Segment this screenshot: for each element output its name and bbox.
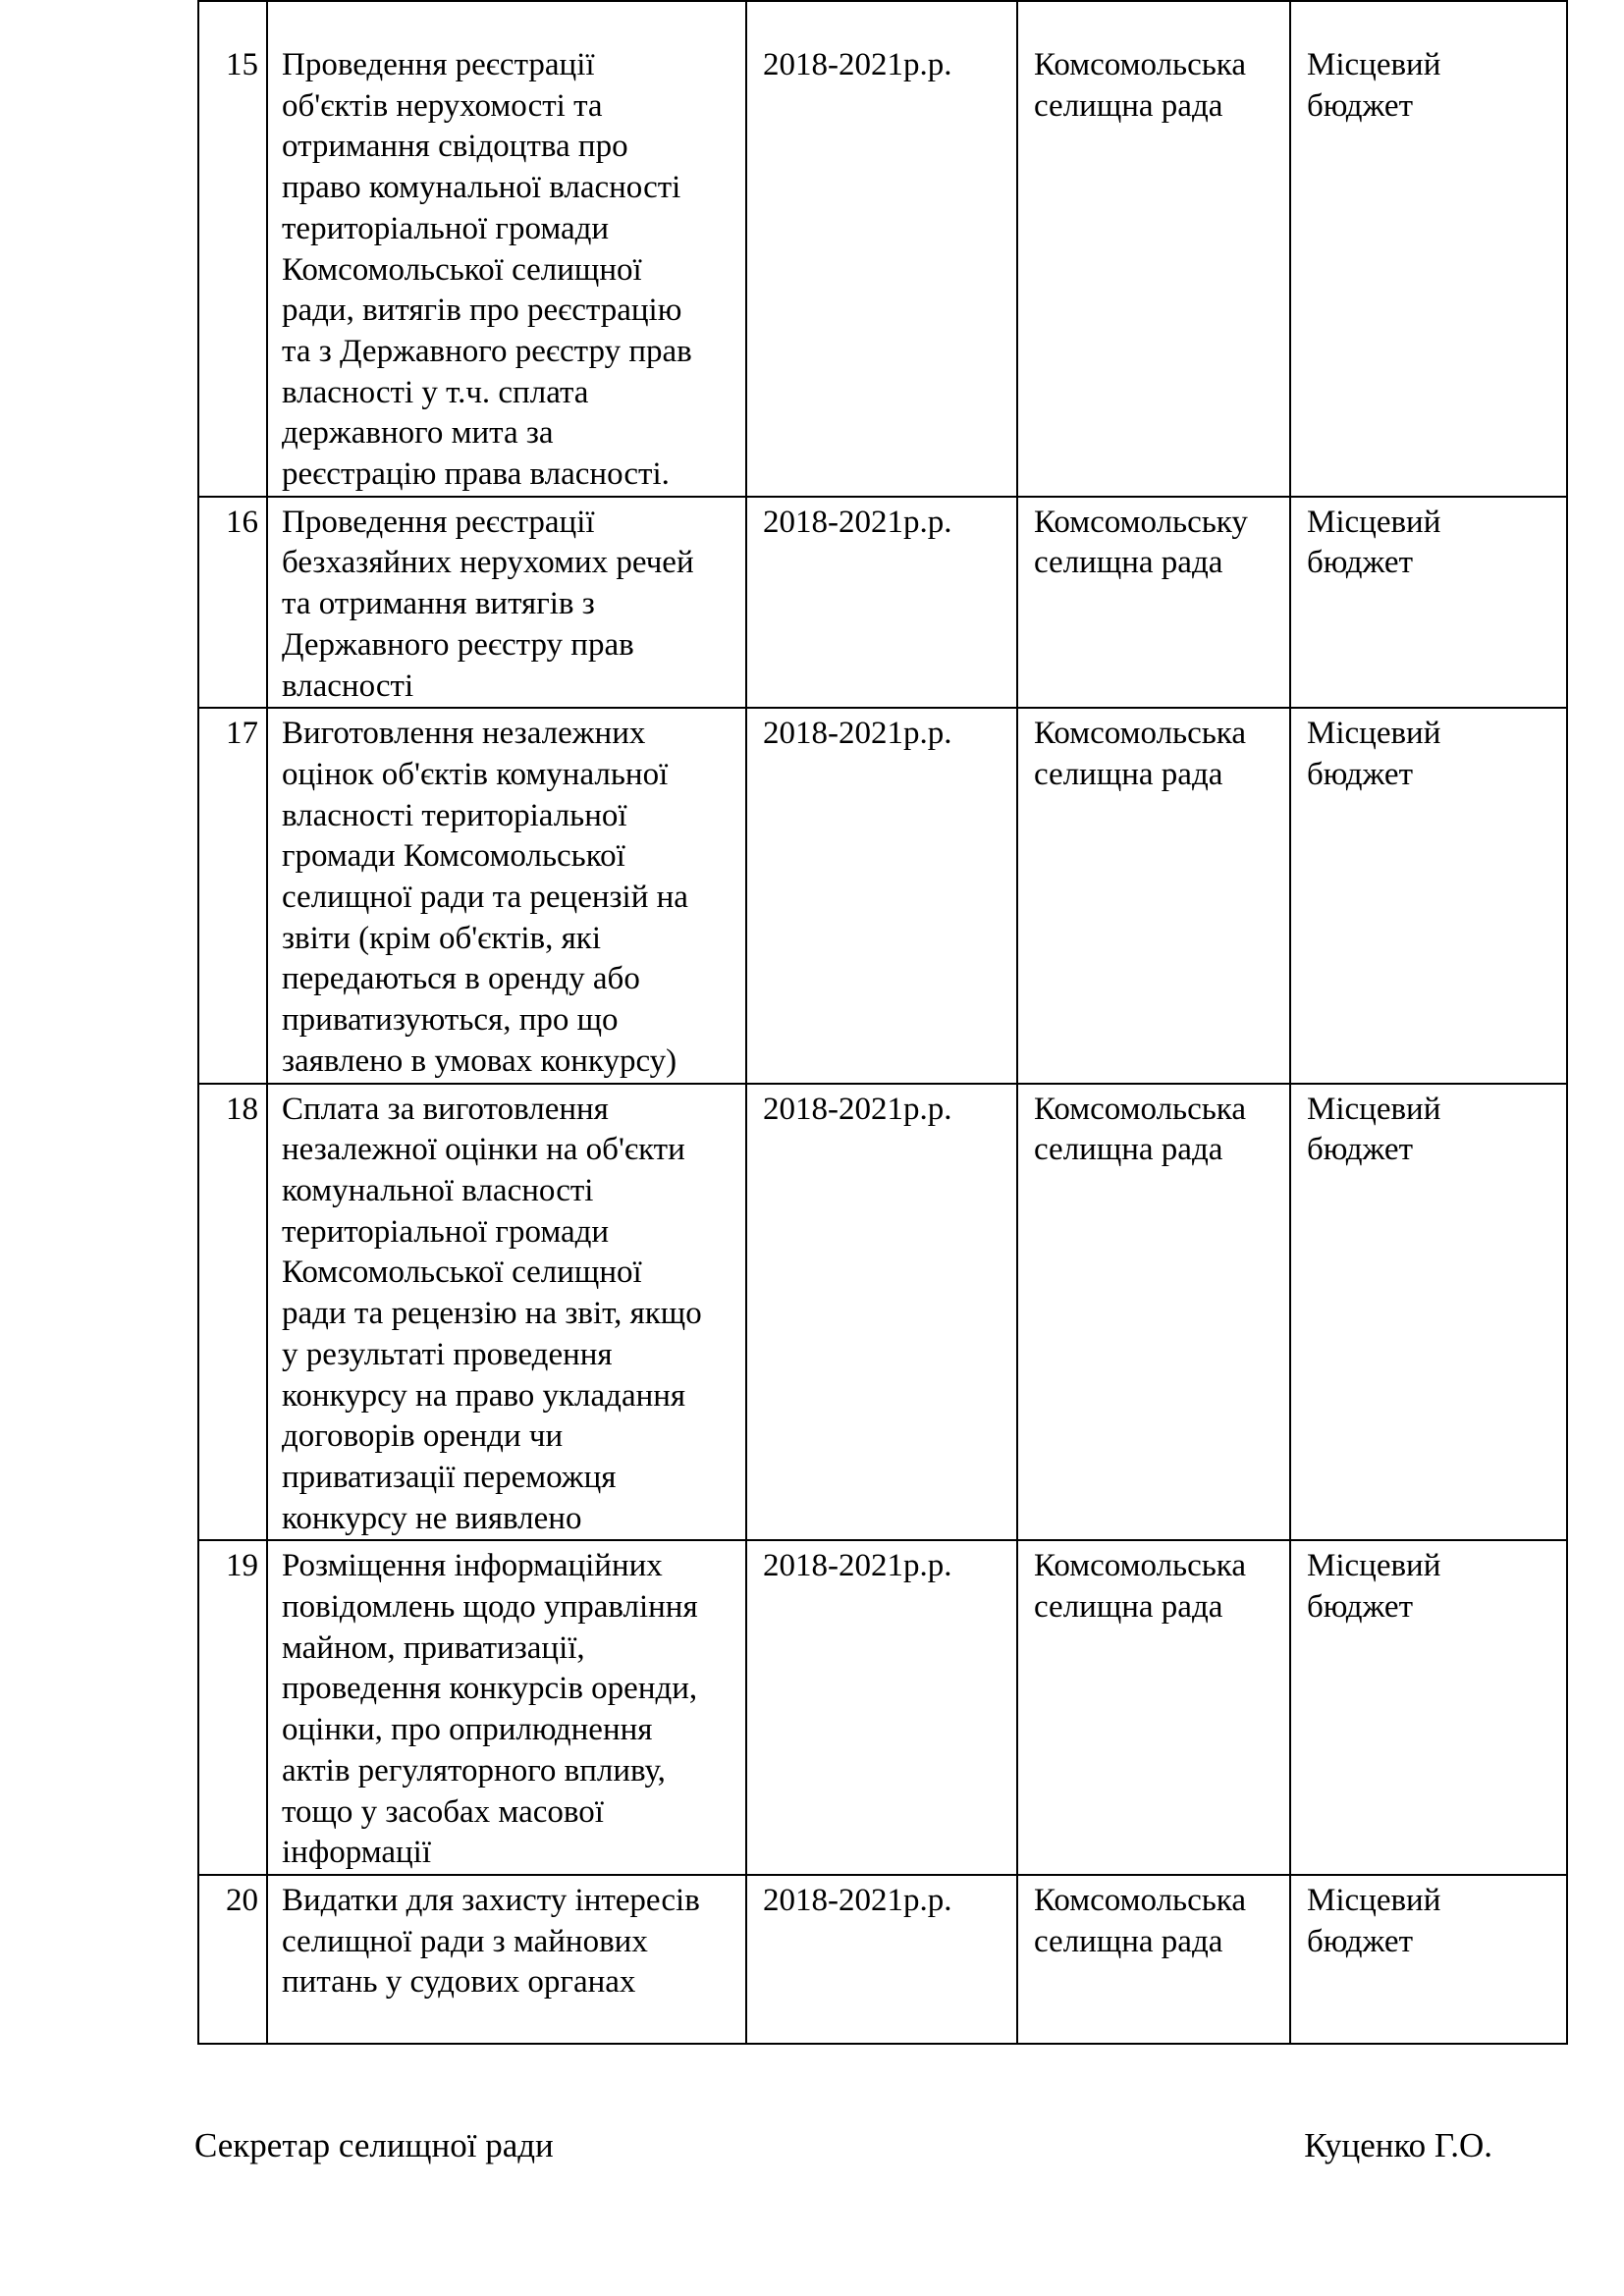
row-number: 17 bbox=[226, 716, 258, 752]
row-executor: Комсомольська селищна рада bbox=[1034, 1882, 1246, 1959]
row-description: Розміщення інформаційних повідомлень щодо управління майном, приватизації, проведення конкурсів оренди, оцінки, про оприлюднення актів регуляторного впливу, тощо у засобах масової інформації bbox=[282, 1548, 698, 1871]
description-cell bbox=[267, 708, 746, 1083]
table-row bbox=[198, 1, 1567, 497]
funding-cell bbox=[1290, 1084, 1567, 1541]
row-term: 2018-2021р.р. bbox=[763, 716, 952, 752]
table-row bbox=[198, 497, 1567, 709]
term-cell bbox=[746, 708, 1017, 1083]
row-number: 18 bbox=[226, 1091, 258, 1127]
row-number: 16 bbox=[226, 504, 258, 540]
row-number-cell bbox=[198, 497, 267, 709]
row-executor: Комсомольська селищна рада bbox=[1034, 47, 1246, 124]
term-cell bbox=[746, 1540, 1017, 1875]
row-number-cell bbox=[198, 708, 267, 1083]
table-row bbox=[198, 1540, 1567, 1875]
row-funding: Місцевий бюджет bbox=[1307, 47, 1441, 124]
row-description: Проведення реєстрації безхазяйних нерухомих речей та отримання витягів з Державного реєстру прав власності bbox=[282, 504, 694, 704]
description-cell bbox=[267, 1875, 746, 2044]
row-term: 2018-2021р.р. bbox=[763, 1548, 952, 1584]
description-cell bbox=[267, 1084, 746, 1541]
row-term: 2018-2021р.р. bbox=[763, 504, 952, 540]
program-table bbox=[197, 0, 1568, 2045]
signatory-name: Куценко Г.О. bbox=[1304, 2126, 1492, 2164]
funding-cell bbox=[1290, 1540, 1567, 1875]
row-executor: Комсомольська селищна рада bbox=[1034, 1091, 1246, 1168]
description-cell bbox=[267, 1, 746, 497]
executor-cell bbox=[1017, 1084, 1290, 1541]
row-number: 15 bbox=[226, 47, 258, 82]
row-funding: Місцевий бюджет bbox=[1307, 716, 1441, 792]
row-term: 2018-2021р.р. bbox=[763, 47, 952, 82]
table-row bbox=[198, 1084, 1567, 1541]
row-number-cell bbox=[198, 1084, 267, 1541]
row-description: Сплата за виготовлення незалежної оцінки на об'єкти комунальної власності територіальної громади Комсомольської селищної ради та рецензію на звіт, якщо у результаті проведення конкурсу на право укладання договорів оренди чи приватизації переможця конкурсу не виявлено bbox=[282, 1091, 702, 1536]
funding-cell bbox=[1290, 1875, 1567, 2044]
row-funding: Місцевий бюджет bbox=[1307, 1091, 1441, 1168]
row-description: Видатки для захисту інтересів селищної ради з майнових питань у судових органах bbox=[282, 1882, 700, 2001]
term-cell bbox=[746, 1875, 1017, 2044]
term-cell bbox=[746, 1084, 1017, 1541]
funding-cell bbox=[1290, 497, 1567, 709]
row-funding: Місцевий бюджет bbox=[1307, 1882, 1441, 1959]
term-cell bbox=[746, 1, 1017, 497]
term-cell bbox=[746, 497, 1017, 709]
description-cell bbox=[267, 1540, 746, 1875]
row-number-cell bbox=[198, 1, 267, 497]
table-row bbox=[198, 1875, 1567, 2044]
row-number-cell bbox=[198, 1875, 267, 2044]
executor-cell bbox=[1017, 708, 1290, 1083]
row-executor: Комсомольська селищна рада bbox=[1034, 1548, 1246, 1626]
executor-cell bbox=[1017, 1875, 1290, 2044]
executor-cell bbox=[1017, 497, 1290, 709]
table-row bbox=[198, 708, 1567, 1083]
row-funding: Місцевий бюджет bbox=[1307, 504, 1441, 581]
row-term: 2018-2021р.р. bbox=[763, 1882, 952, 1918]
row-executor: Комсомольську селищна рада bbox=[1034, 504, 1248, 581]
row-number: 20 bbox=[226, 1882, 258, 1918]
funding-cell bbox=[1290, 708, 1567, 1083]
row-description: Проведення реєстрації об'єктів нерухомості та отримання свідоцтва про право комунальної власності територіальної громади Комсомольської селищної ради, витягів про реєстрацію та з Державного реєстру прав власності у т.ч. сплата державного мита за реєстрацію права власності. bbox=[282, 47, 692, 493]
row-number: 19 bbox=[226, 1548, 258, 1584]
row-term: 2018-2021р.р. bbox=[763, 1091, 952, 1127]
row-description: Виготовлення незалежних оцінок об'єктів комунальної власності територіальної громади Комсомольської селищної ради та рецензій на звіти (крім об'єктів, які передаються в оренду або приватизуються, про що заявлено в умовах конкурсу) bbox=[282, 716, 688, 1079]
executor-cell bbox=[1017, 1, 1290, 497]
signatory-position: Секретар селищної ради bbox=[194, 2126, 554, 2164]
row-number-cell bbox=[198, 1540, 267, 1875]
executor-cell bbox=[1017, 1540, 1290, 1875]
row-executor: Комсомольська селищна рада bbox=[1034, 716, 1246, 792]
description-cell bbox=[267, 497, 746, 709]
funding-cell bbox=[1290, 1, 1567, 497]
row-funding: Місцевий бюджет bbox=[1307, 1548, 1441, 1626]
